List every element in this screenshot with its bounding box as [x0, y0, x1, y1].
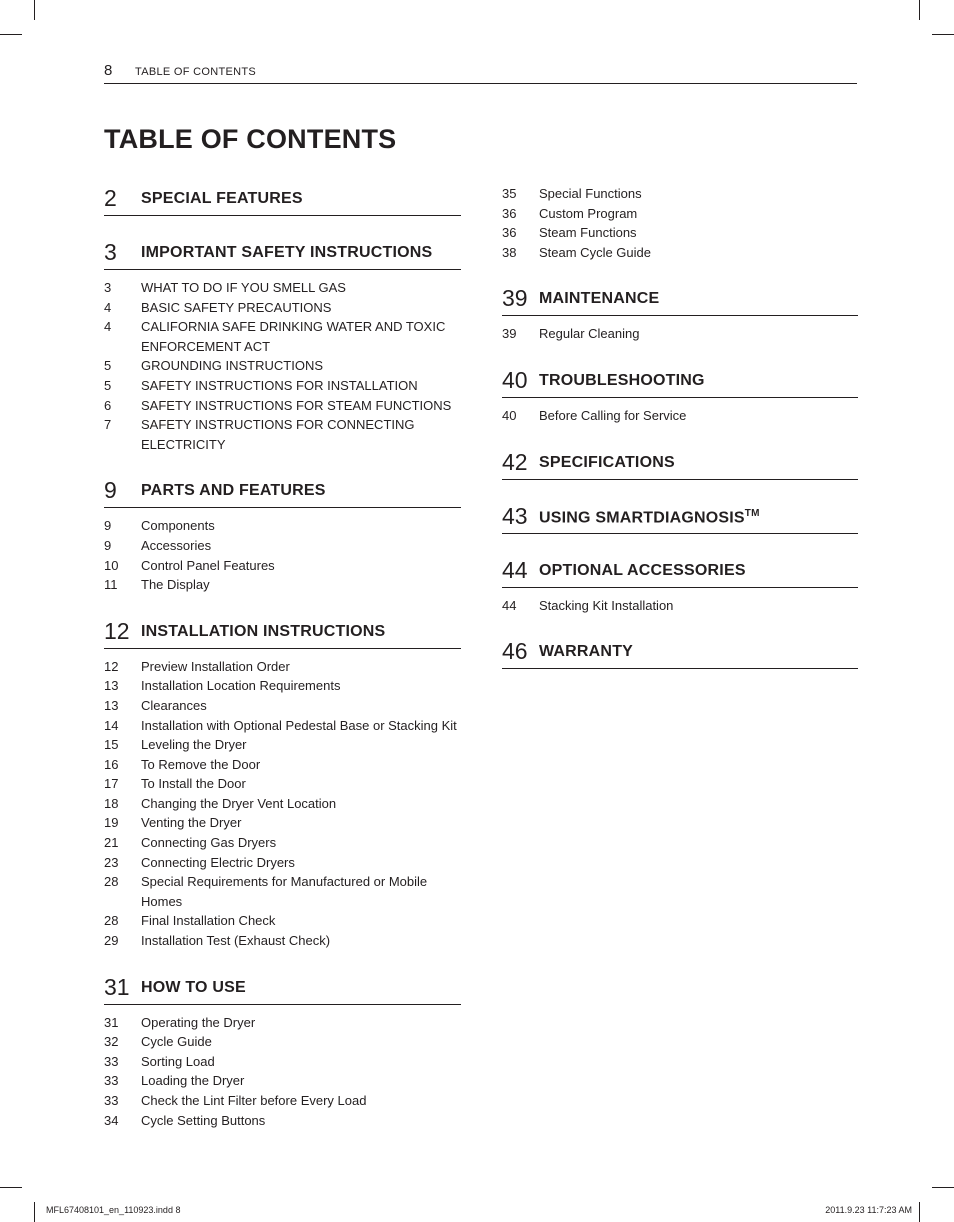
toc-section-page: 39 [502, 285, 528, 312]
toc-section-page: 12 [104, 617, 130, 644]
toc-item-list [104, 278, 461, 454]
toc-entry-text: To Install the Door [141, 776, 246, 792]
toc-section-title-text: WARRANTY [539, 643, 634, 661]
toc-entry-page: 33 [104, 1073, 119, 1089]
toc-entry-page: 13 [104, 678, 119, 694]
toc-entry-text: The Display [141, 577, 210, 593]
toc-section-page: 3 [104, 239, 117, 265]
toc-entry-text: SAFETY INSTRUCTIONS FOR INSTALLATION [141, 377, 418, 393]
toc-entry[interactable] [104, 716, 461, 736]
toc-section-title-text: IMPORTANT SAFETY INSTRUCTIONS [141, 244, 433, 261]
toc-entry-page: 19 [104, 815, 119, 831]
toc-item-list [104, 1013, 461, 1131]
toc-entry-text: Stacking Kit Installation [539, 597, 674, 613]
toc-entry-text: Venting the Dryer [141, 815, 242, 831]
toc-entry-page: 28 [104, 874, 119, 890]
toc-entry[interactable] [104, 536, 461, 556]
toc-entry-page: 18 [104, 795, 119, 811]
toc-entry-page: 17 [104, 776, 119, 792]
toc-entry-text: GROUNDING INSTRUCTIONS [141, 358, 323, 374]
toc-entry[interactable] [104, 813, 461, 833]
toc-section-page: 9 [104, 477, 117, 504]
toc-section-title [539, 454, 675, 472]
toc-entry-text: SAFETY INSTRUCTIONS FOR CONNECTING ELECTRICITY [141, 417, 415, 452]
page-header [104, 62, 857, 84]
toc-entry-text: Accessories [141, 537, 212, 553]
toc-entry-text: Custom Program [539, 205, 638, 221]
toc-entry-page: 39 [502, 326, 517, 342]
toc-entry-page: 35 [502, 186, 517, 201]
toc-section-heading[interactable] [502, 637, 858, 669]
toc-entry[interactable] [104, 1091, 461, 1111]
toc-section-page: 46 [502, 638, 528, 665]
toc-entry-page: 9 [104, 518, 112, 534]
toc-entry[interactable] [104, 696, 461, 716]
crop-mark [919, 1202, 920, 1222]
toc-entry-page: 34 [104, 1112, 119, 1128]
toc-entry[interactable] [502, 324, 858, 344]
toc-entry[interactable] [104, 774, 461, 794]
toc-section [502, 502, 858, 534]
toc-section-title [539, 508, 760, 527]
toc-entry[interactable] [104, 755, 461, 775]
toc-entry-page: 44 [502, 597, 517, 613]
toc-entry[interactable] [104, 1071, 461, 1091]
toc-section-heading[interactable] [502, 366, 858, 398]
toc-section-heading[interactable] [104, 476, 461, 508]
toc-section-title-text: TROUBLESHOOTING [539, 371, 705, 389]
toc-entry-page: 33 [104, 1053, 119, 1069]
toc-section-heading[interactable] [104, 617, 461, 649]
toc-entry[interactable] [104, 317, 461, 356]
toc-entry-text: Components [141, 518, 215, 534]
toc-section-heading[interactable] [104, 184, 461, 216]
toc-entry-text: Preview Installation Order [141, 658, 290, 674]
toc-entry-text: Connecting Gas Dryers [141, 835, 277, 851]
toc-entry-text: Final Installation Check [141, 913, 276, 929]
toc-entry-text: Control Panel Features [141, 557, 275, 573]
toc-item-list [502, 184, 858, 262]
toc-section [502, 556, 858, 616]
toc-section-title-text: MAINTENANCE [539, 290, 660, 308]
toc-entry-text: Clearances [141, 697, 207, 713]
crop-mark [932, 34, 954, 35]
toc-right-column [502, 184, 858, 669]
toc-entry-text: Check the Lint Filter before Every Load [141, 1093, 367, 1108]
toc-entry[interactable] [502, 406, 858, 426]
toc-section-heading[interactable] [502, 284, 858, 316]
toc-section-title [539, 643, 633, 661]
toc-section [104, 238, 461, 454]
toc-section-title [141, 623, 385, 641]
toc-entry-page: 7 [104, 417, 112, 433]
toc-entry-page: 10 [104, 557, 119, 573]
toc-section-title-text: SPECIAL FEATURES [141, 190, 303, 207]
toc-section-title [141, 482, 326, 500]
toc-entry[interactable] [104, 931, 461, 951]
toc-entry-page: 12 [104, 658, 119, 674]
toc-entry-text: Operating the Dryer [141, 1014, 256, 1030]
toc-item-list [104, 657, 461, 951]
toc-entry-page: 29 [104, 933, 119, 949]
toc-entry-text: Installation with Optional Pedestal Base or Stacking Kit [141, 717, 457, 733]
toc-section [502, 448, 858, 480]
toc-section-page: 31 [104, 973, 130, 1000]
toc-entry[interactable] [104, 356, 461, 376]
toc-section-title-text: OPTIONAL ACCESSORIES [539, 561, 746, 579]
toc-entry-text: Installation Test (Exhaust Check) [141, 933, 331, 949]
toc-entry[interactable] [104, 735, 461, 755]
toc-section-title-text: PARTS AND FEATURES [141, 482, 326, 500]
toc-entry[interactable] [104, 872, 461, 911]
toc-entry-text: To Remove the Door [141, 756, 261, 772]
toc-entry[interactable] [104, 1032, 461, 1052]
toc-entry-text: Sorting Load [141, 1053, 215, 1069]
toc-item-list [104, 516, 461, 594]
toc-entry[interactable] [104, 1052, 461, 1072]
toc-entry[interactable] [104, 575, 461, 595]
toc-section [502, 637, 858, 669]
toc-entry-text: Regular Cleaning [539, 326, 640, 342]
toc-entry-text: Special Functions [539, 186, 642, 201]
toc-section-title [141, 979, 246, 997]
toc-entry-page: 3 [104, 280, 112, 295]
toc-entry-text: Connecting Electric Dryers [141, 854, 295, 870]
toc-section-heading[interactable] [502, 502, 858, 534]
toc-entry[interactable] [502, 223, 858, 243]
toc-entry-page: 15 [104, 737, 119, 753]
toc-entry-page: 4 [104, 299, 112, 315]
toc-entry-text: Installation Location Requirements [141, 678, 341, 694]
toc-entry-text: Cycle Guide [141, 1034, 212, 1050]
toc-entry[interactable] [502, 204, 858, 224]
running-header-label: TABLE OF CONTENTS [135, 66, 257, 78]
toc-section-title-text: USING SMARTDIAGNOSIS [539, 508, 745, 526]
toc-entry-text: Special Requirements for Manufactured or Mobile Homes [141, 874, 428, 909]
crop-mark [34, 1202, 35, 1222]
toc-entry-text: Steam Functions [539, 225, 637, 241]
toc-entry[interactable] [104, 1013, 461, 1033]
toc-section-title-text: INSTALLATION INSTRUCTIONS [141, 622, 386, 640]
toc-section-page: 42 [502, 448, 528, 475]
toc-entry-page: 6 [104, 397, 112, 413]
toc-section-page: 44 [502, 556, 528, 583]
toc-entry[interactable] [104, 657, 461, 677]
toc-entry-text: Cycle Setting Buttons [141, 1112, 266, 1128]
toc-entry-page: 23 [104, 854, 119, 870]
toc-entry[interactable] [104, 376, 461, 396]
crop-mark [0, 1187, 22, 1188]
toc-entry[interactable] [502, 243, 858, 263]
toc-entry[interactable] [104, 1111, 461, 1131]
toc-item-list [502, 324, 858, 344]
crop-mark [0, 34, 22, 35]
page-title: TABLE OF CONTENTS [104, 124, 397, 154]
toc-section-title [141, 244, 432, 262]
toc-entry[interactable] [104, 298, 461, 318]
toc-entry-page: 14 [104, 717, 119, 733]
toc-entry-text: CALIFORNIA SAFE DRINKING WATER AND TOXIC ENFORCEMENT ACT [141, 319, 446, 354]
toc-entry-page: 9 [104, 537, 112, 553]
toc-entry[interactable] [104, 516, 461, 536]
crop-mark [34, 0, 35, 20]
toc-section-title [539, 290, 659, 308]
toc-entry[interactable] [502, 596, 858, 616]
toc-section-heading[interactable] [104, 238, 461, 270]
toc-entry-page: 32 [104, 1034, 119, 1050]
toc-entry-text: Steam Cycle Guide [539, 244, 651, 260]
toc-entry-text: Changing the Dryer Vent Location [141, 795, 337, 811]
toc-section [104, 184, 461, 216]
toc-section-heading[interactable] [104, 973, 461, 1005]
toc-entry-page: 11 [104, 577, 118, 593]
page-number: 8 [104, 62, 113, 79]
toc-section-heading[interactable] [502, 448, 858, 480]
toc-entry-page: 5 [104, 377, 112, 393]
crop-mark [919, 0, 920, 20]
toc-entry-page: 38 [502, 244, 517, 260]
toc-section-title [539, 562, 746, 580]
toc-entry[interactable] [104, 556, 461, 576]
toc-left-column [104, 184, 461, 1130]
toc-entry-page: 33 [104, 1093, 119, 1108]
toc-entry-page: 40 [502, 407, 517, 423]
toc-section [104, 476, 461, 594]
toc-entry-page: 21 [104, 835, 119, 851]
toc-entry-text: SAFETY INSTRUCTIONS FOR STEAM FUNCTIONS [141, 397, 452, 413]
toc-section [502, 284, 858, 344]
toc-entry-page: 31 [104, 1014, 119, 1030]
toc-entry-page: 28 [104, 913, 119, 929]
toc-entry[interactable] [104, 396, 461, 416]
toc-section [104, 973, 461, 1131]
toc-entry-text: Before Calling for Service [539, 407, 687, 423]
toc-entry[interactable] [502, 184, 858, 204]
trademark-mark: TM [744, 507, 760, 519]
toc-entry[interactable] [104, 676, 461, 696]
toc-entry-text: Leveling the Dryer [141, 737, 247, 753]
toc-section-page: 43 [502, 502, 528, 529]
footer-timestamp: 2011.9.23 11:7:23 AM [825, 1205, 912, 1215]
toc-item-list [502, 406, 858, 426]
crop-mark [932, 1187, 954, 1188]
toc-section-title [141, 190, 303, 208]
toc-entry[interactable] [104, 911, 461, 931]
toc-entry-page: 4 [104, 319, 112, 335]
toc-entry-page: 5 [104, 358, 112, 374]
toc-entry-text: WHAT TO DO IF YOU SMELL GAS [141, 280, 346, 295]
toc-section-page: 2 [104, 185, 117, 211]
toc-entry-text: BASIC SAFETY PRECAUTIONS [141, 299, 332, 315]
toc-entry-page: 36 [502, 225, 517, 241]
toc-entry[interactable] [104, 833, 461, 853]
toc-section-title [539, 372, 705, 390]
toc-entry-text: Loading the Dryer [141, 1073, 245, 1089]
toc-entry[interactable] [104, 415, 461, 454]
toc-section-title-text: HOW TO USE [141, 978, 246, 996]
toc-section-heading[interactable] [502, 556, 858, 588]
footer-file-info: MFL67408101_en_110923.indd 8 [46, 1205, 181, 1215]
toc-entry[interactable] [104, 853, 461, 873]
toc-section-title-text: SPECIFICATIONS [539, 453, 675, 471]
toc-item-list [502, 596, 858, 616]
toc-entry-page: 36 [502, 205, 517, 221]
toc-section [104, 617, 461, 951]
toc-section [502, 366, 858, 426]
toc-entry[interactable] [104, 278, 461, 298]
toc-entry-page: 13 [104, 697, 119, 713]
toc-entry-page: 16 [104, 756, 119, 772]
toc-section-page: 40 [502, 366, 528, 393]
toc-entry[interactable] [104, 794, 461, 814]
